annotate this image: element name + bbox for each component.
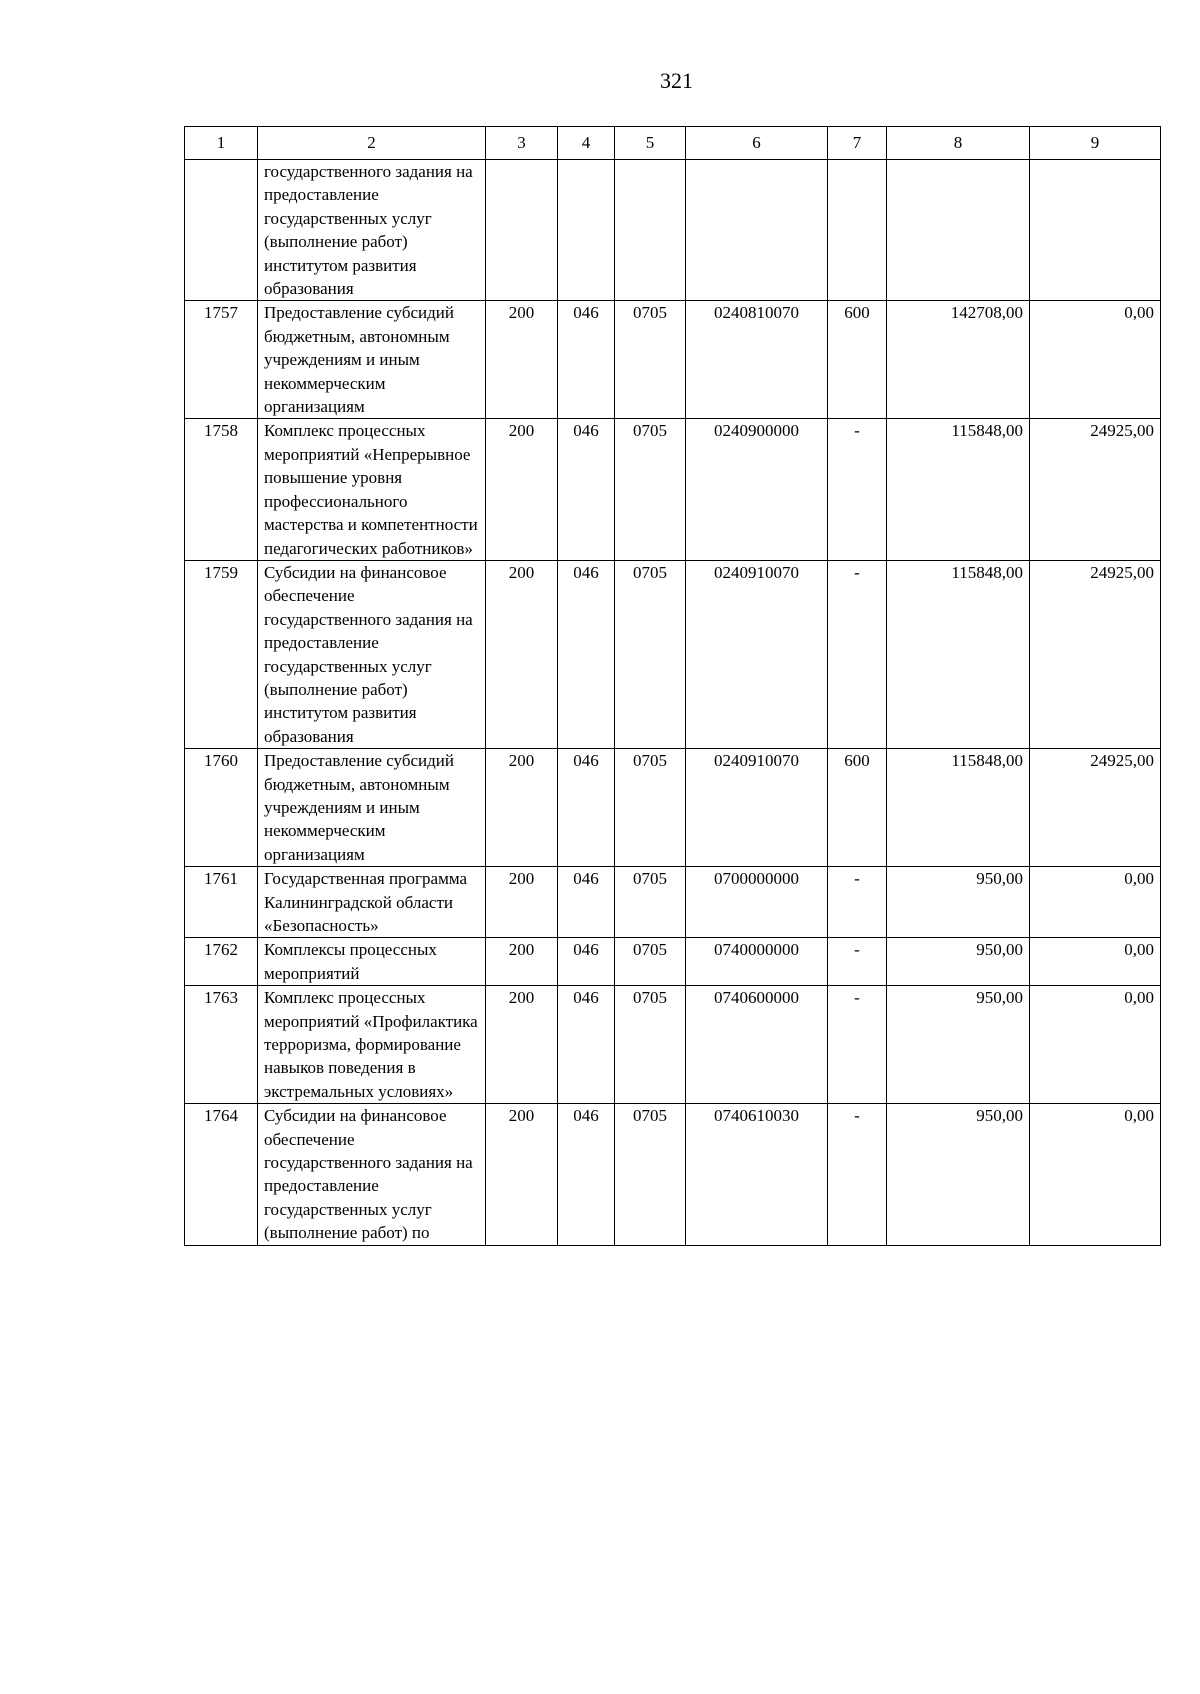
- section-code-cell: 0705: [615, 749, 686, 867]
- section-code-cell: 0705: [615, 560, 686, 748]
- budget-table: [184, 126, 1161, 1246]
- admin-code-cell: 200: [486, 749, 558, 867]
- admin-code-cell: 200: [486, 867, 558, 938]
- amount-cell: 24925,00: [1030, 749, 1161, 867]
- page-number: 321: [660, 68, 693, 93]
- item-name-cell: Субсидии на финансовое обеспечение государственного задания на предоставление государственных услуг (выполнение работ) институтом развития образования: [258, 560, 486, 748]
- item-name-cell: Государственная программа Калининградской области «Безопасность»: [258, 867, 486, 938]
- amount-cell: 24925,00: [1030, 560, 1161, 748]
- amount-cell: 950,00: [887, 867, 1030, 938]
- ministry-code-cell: 046: [558, 419, 615, 560]
- ministry-code-cell: [558, 160, 615, 301]
- target-article-cell: 0700000000: [686, 867, 828, 938]
- column-header: 7: [828, 127, 887, 160]
- section-code-cell: 0705: [615, 419, 686, 560]
- target-article-cell: 0740600000: [686, 986, 828, 1104]
- item-name-cell: Комплекс процессных мероприятий «Профилактика терроризма, формирование навыков поведения в экстремальных условиях»: [258, 986, 486, 1104]
- table-row: [185, 560, 1161, 748]
- target-article-cell: 0740610030: [686, 1104, 828, 1245]
- target-article-cell: 0240810070: [686, 301, 828, 419]
- admin-code-cell: 200: [486, 301, 558, 419]
- ministry-code-cell: 046: [558, 749, 615, 867]
- row-number-cell: 1759: [185, 560, 258, 748]
- column-header: 5: [615, 127, 686, 160]
- item-name-cell: Субсидии на финансовое обеспечение государственного задания на предоставление государственных услуг (выполнение работ) по: [258, 1104, 486, 1245]
- ministry-code-cell: 046: [558, 560, 615, 748]
- ministry-code-cell: 046: [558, 867, 615, 938]
- row-number-cell: 1758: [185, 419, 258, 560]
- amount-cell: 0,00: [1030, 301, 1161, 419]
- column-header: 6: [686, 127, 828, 160]
- table-row: [185, 160, 1161, 301]
- amount-cell: 0,00: [1030, 867, 1161, 938]
- table-row: [185, 301, 1161, 419]
- expense-type-cell: -: [828, 560, 887, 748]
- amount-cell: 950,00: [887, 1104, 1030, 1245]
- amount-cell: 115848,00: [887, 560, 1030, 748]
- expense-type-cell: 600: [828, 301, 887, 419]
- ministry-code-cell: 046: [558, 986, 615, 1104]
- target-article-cell: 0740000000: [686, 938, 828, 986]
- section-code-cell: 0705: [615, 938, 686, 986]
- target-article-cell: 0240900000: [686, 419, 828, 560]
- section-code-cell: 0705: [615, 867, 686, 938]
- row-number-cell: 1757: [185, 301, 258, 419]
- table-header-row: [185, 127, 1161, 160]
- amount-cell: 0,00: [1030, 938, 1161, 986]
- row-number-cell: 1764: [185, 1104, 258, 1245]
- amount-cell: 115848,00: [887, 749, 1030, 867]
- amount-cell: 950,00: [887, 938, 1030, 986]
- admin-code-cell: 200: [486, 560, 558, 748]
- table-row: [185, 938, 1161, 986]
- amount-cell: 0,00: [1030, 986, 1161, 1104]
- expense-type-cell: -: [828, 938, 887, 986]
- item-name-cell: Предоставление субсидий бюджетным, автономным учреждениям и иным некоммерческим организациям: [258, 301, 486, 419]
- amount-cell: 115848,00: [887, 419, 1030, 560]
- section-code-cell: [615, 160, 686, 301]
- amount-cell: 950,00: [887, 986, 1030, 1104]
- column-header: 3: [486, 127, 558, 160]
- row-number-cell: 1763: [185, 986, 258, 1104]
- ministry-code-cell: 046: [558, 938, 615, 986]
- column-header: 8: [887, 127, 1030, 160]
- table-row: [185, 986, 1161, 1104]
- amount-cell: 0,00: [1030, 1104, 1161, 1245]
- amount-cell: 142708,00: [887, 301, 1030, 419]
- column-header: 9: [1030, 127, 1161, 160]
- column-header: 4: [558, 127, 615, 160]
- target-article-cell: 0240910070: [686, 560, 828, 748]
- admin-code-cell: 200: [486, 986, 558, 1104]
- item-name-cell: Комплекс процессных мероприятий «Непрерывное повышение уровня профессионального мастерства и компетентности педагогических работников»: [258, 419, 486, 560]
- table-row: [185, 419, 1161, 560]
- expense-type-cell: -: [828, 419, 887, 560]
- table-row: [185, 749, 1161, 867]
- row-number-cell: 1762: [185, 938, 258, 986]
- expense-type-cell: -: [828, 867, 887, 938]
- row-number-cell: [185, 160, 258, 301]
- ministry-code-cell: 046: [558, 301, 615, 419]
- column-header: 1: [185, 127, 258, 160]
- amount-cell: [1030, 160, 1161, 301]
- section-code-cell: 0705: [615, 301, 686, 419]
- admin-code-cell: 200: [486, 419, 558, 560]
- target-article-cell: 0240910070: [686, 749, 828, 867]
- amount-cell: 24925,00: [1030, 419, 1161, 560]
- row-number-cell: 1761: [185, 867, 258, 938]
- column-header: 2: [258, 127, 486, 160]
- target-article-cell: [686, 160, 828, 301]
- item-name-cell: государственного задания на предоставление государственных услуг (выполнение работ) институтом развития образования: [258, 160, 486, 301]
- amount-cell: [887, 160, 1030, 301]
- expense-type-cell: [828, 160, 887, 301]
- admin-code-cell: [486, 160, 558, 301]
- table-row: [185, 1104, 1161, 1245]
- admin-code-cell: 200: [486, 1104, 558, 1245]
- table-row: [185, 867, 1161, 938]
- item-name-cell: Комплексы процессных мероприятий: [258, 938, 486, 986]
- section-code-cell: 0705: [615, 1104, 686, 1245]
- expense-type-cell: 600: [828, 749, 887, 867]
- item-name-cell: Предоставление субсидий бюджетным, автономным учреждениям и иным некоммерческим организациям: [258, 749, 486, 867]
- section-code-cell: 0705: [615, 986, 686, 1104]
- admin-code-cell: 200: [486, 938, 558, 986]
- ministry-code-cell: 046: [558, 1104, 615, 1245]
- expense-type-cell: -: [828, 986, 887, 1104]
- expense-type-cell: -: [828, 1104, 887, 1245]
- row-number-cell: 1760: [185, 749, 258, 867]
